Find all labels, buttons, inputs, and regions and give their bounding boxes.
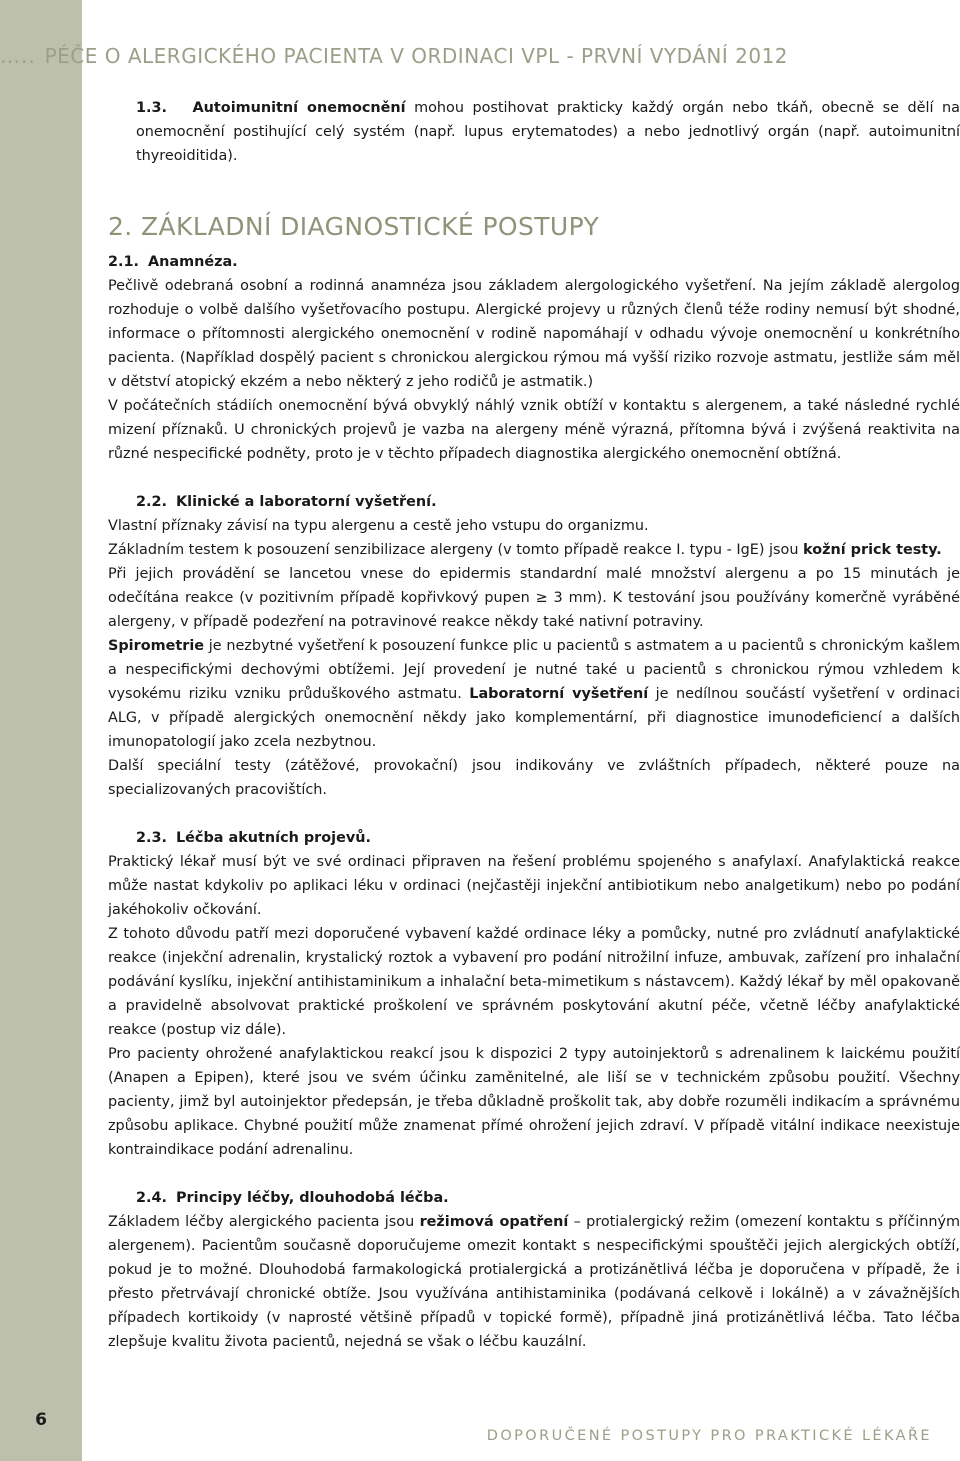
section-2-2-p2-text: Základním testem k posouzení senzibilizace alergeny (v tomto případě reakce I. typu - IgE) jsou xyxy=(108,542,804,558)
chapter-2-heading: 2. ZÁKLADNÍ DIAGNOSTICKÉ POSTUPY xyxy=(108,212,600,241)
spacer xyxy=(108,802,960,826)
section-2-1-paragraph-2: V počátečních stádiích onemocnění bývá obvyklý náhlý vznik obtíží v kontaktu s alergenem, a také následné rychlé mizení příznaků. U chronických projevů je vazba na alergeny méně výrazná, přítomna bývá i zvýšená reaktivita na různé nespecifické podněty, proto je v těchto případech diagnostika alergického onemocnění obtížná. xyxy=(108,398,960,462)
section-2-4-heading xyxy=(108,1186,960,1210)
section-2-4-number: 2.4. xyxy=(136,1190,167,1206)
page-sidebar xyxy=(0,0,82,1461)
section-2-1-heading xyxy=(108,250,960,274)
section-2-2-number: 2.2. xyxy=(136,494,167,510)
section-2-1-title: Anamnéza. xyxy=(148,254,238,270)
section-2-2-paragraph-3 xyxy=(108,562,960,634)
section-2-3-paragraph-1: Praktický lékař musí být ve své ordinaci připraven na řešení problému spojeného s anafylaxí. Anafylaktická reakce může nastat kdykoliv po aplikaci léku v ordinaci (nejčastěji injekční antibiotikum nebo analgetikum) nebo po podání jakéhokoliv očkování. xyxy=(108,854,960,918)
section-2-4-paragraph-1 xyxy=(108,1210,960,1354)
section-2-3-paragraph-3: Pro pacienty ohrožené anafylaktickou reakcí jsou k dispozici 2 typy autoinjektorů s adrenalinem k laickému použití (Anapen a Epipen), které jsou ve svém účinku zaměnitelné, ale liší se v technickém způsobu použití. Všechny pacienty, jimž byl autoinjektor předepsán, je třeba důkladně proškolit tak, aby dobře rozuměli indikacím a správnému způsobu aplikace. Chybné použití může znamenat přímé ohrožení jejich zdraví. V případě vitální indikace neexistuje kontraindikace podání adrenalinu. xyxy=(108,1046,960,1158)
section-2-3-title: Léčba akutních projevů. xyxy=(176,830,371,846)
regime-measures-bold: režimová opatření xyxy=(419,1214,569,1230)
running-header xyxy=(0,44,900,68)
section-2-1-number: 2.1. xyxy=(108,254,139,270)
header-dots: ….. xyxy=(0,44,36,68)
section-2-2-p3-text: Při jejich provádění se lancetou vnese do epidermis standardní malé množství alergenu a po 15 minutách je odečítána reakce (v pozitivním případě kopřivkový pupen xyxy=(108,566,960,606)
section-2-2-heading xyxy=(108,490,960,514)
spacer xyxy=(108,1162,960,1186)
section-2-2-p2-bold: kožní prick testy. xyxy=(803,542,942,558)
spirometry-bold: Spirometrie xyxy=(108,638,205,654)
running-footer: DOPORUČENÉ POSTUPY PRO PRAKTICKÉ LÉKAŘE xyxy=(486,1428,932,1444)
greater-equal-symbol: ≥ xyxy=(535,590,548,606)
section-2-3-number: 2.3. xyxy=(136,830,167,846)
page-number: 6 xyxy=(35,1410,47,1430)
section-2-2-paragraph-4 xyxy=(108,634,960,754)
section-2-2-p3-text-end: 3 mm). K testování jsou používány komerčně vyráběné alergeny, v případě podezření na potravinové reakce někdy také nativní potraviny. xyxy=(108,590,960,630)
header-title: PÉČE O ALERGICKÉHO PACIENTA V ORDINACI VPL - PRVNÍ VYDÁNÍ 2012 xyxy=(44,44,789,68)
section-2-4-p1-text-end: – protialergický režim (omezení kontaktu s příčinným alergenem). Pacientům současně doporučujeme omezit kontakt s nespecifickými spouštěči jejich alergických obtíží, pokud je to možné. Dlouhodobá farmakologická protialergická a protizánětlivá léčba je doporučena v případě, že i přesto přetrvávají chronické obtíže. Jsou využívána antihistaminika (podávaná celkově i lokálně) a v závažnějších případech kortikoidy (v naprosté většině případů v topické formě), případně jiná protizánětlivá léčba. Tato léčba zlepšuje kvalitu života pacientů, nejedná se však o léčbu kauzální. xyxy=(108,1214,960,1350)
section-2-2-p4-text: je nezbytné vyšetření k posouzení funkce plic u pacientů s astmatem a u pacientů s chronickým kašlem a nespecifickými dechovými obtížemi. Její provedení je nutné také u pacientů s chronickou rýmou vzhledem k vysokému riziku vzniku průduškového astmatu. xyxy=(108,638,960,702)
section-1-3 xyxy=(108,96,960,168)
section-2-4-p1-text: Základem léčby alergického pacienta jsou xyxy=(108,1214,420,1230)
section-2-2-title: Klinické a laboratorní vyšetření. xyxy=(176,494,437,510)
section-2-1-paragraph-1: Pečlivě odebraná osobní a rodinná anamnéza jsou základem alergologického vyšetření. Na jejím základě alergolog rozhoduje o volbě dalšího vyšetřovacího postupu. Alergické projevy u různých členů téže rodiny nemusí být shodné, informace o přítomnosti alergického onemocnění v rodině napomáhají v odhadu vývoje onemocnění u konkrétního pacienta. (Například dospělý pacient s chronickou alergickou rýmou má vyšší riziko rozvoje astmatu, jestliže sám měl v dětství atopický ekzém a nebo některý z jeho rodičů je astmatik.) xyxy=(108,278,960,390)
section-2-2-p4-text-end: je nedílnou součástí vyšetření v ordinaci ALG, v případě alergických onemocnění někdy jako komplementární, při diagnostice imunodeficiencí a dalších imunopatologií jako zcela nezbytnou. xyxy=(108,686,960,750)
spacer xyxy=(108,466,960,490)
section-2-3-heading xyxy=(108,826,960,850)
section-2-4-title: Principy léčby, dlouhodobá léčba. xyxy=(176,1190,449,1206)
section-2-2-paragraph-1: Vlastní příznaky závisí na typu alergenu a cestě jeho vstupu do organizmu. xyxy=(108,518,649,534)
lab-exam-bold: Laboratorní vyšetření xyxy=(469,686,649,702)
section-1-3-number: 1.3. xyxy=(136,100,167,116)
page-content xyxy=(108,96,960,1354)
section-2-3-paragraph-2: Z tohoto důvodu patří mezi doporučené vybavení každé ordinace léky a pomůcky, nutné pro zvládnutí anafylaktické reakce (injekční adrenalin, krystalický roztok a vybavení pro podání nitrožilní infuze, ambuvak, zařízení pro inhalační podávání kyslíku, injekční antihistaminikum a inhalační beta-mimetikum s nástavcem). Každý lékař by měl opakovaně a pravidelně absolvovat praktické proškolení ve správném poskytování akutní péče, včetně léčby anafylaktické reakce (postup viz dále). xyxy=(108,926,960,1038)
section-1-3-bold: Autoimunitní onemocnění xyxy=(192,100,406,116)
section-2-2-paragraph-5: Další speciální testy (zátěžové, provokační) jsou indikovány ve zvláštních případech, některé pouze na specializovaných pracovištích. xyxy=(108,758,960,798)
section-2-2-paragraph-2 xyxy=(108,538,960,562)
section-1-3-text: mohou postihovat prakticky každý orgán nebo tkáň, obecně se dělí na onemocnění postihující celý systém (např. lupus erytematodes) a nebo jednotlivý orgán (např. autoimunitní thyreoiditida). xyxy=(136,100,960,164)
